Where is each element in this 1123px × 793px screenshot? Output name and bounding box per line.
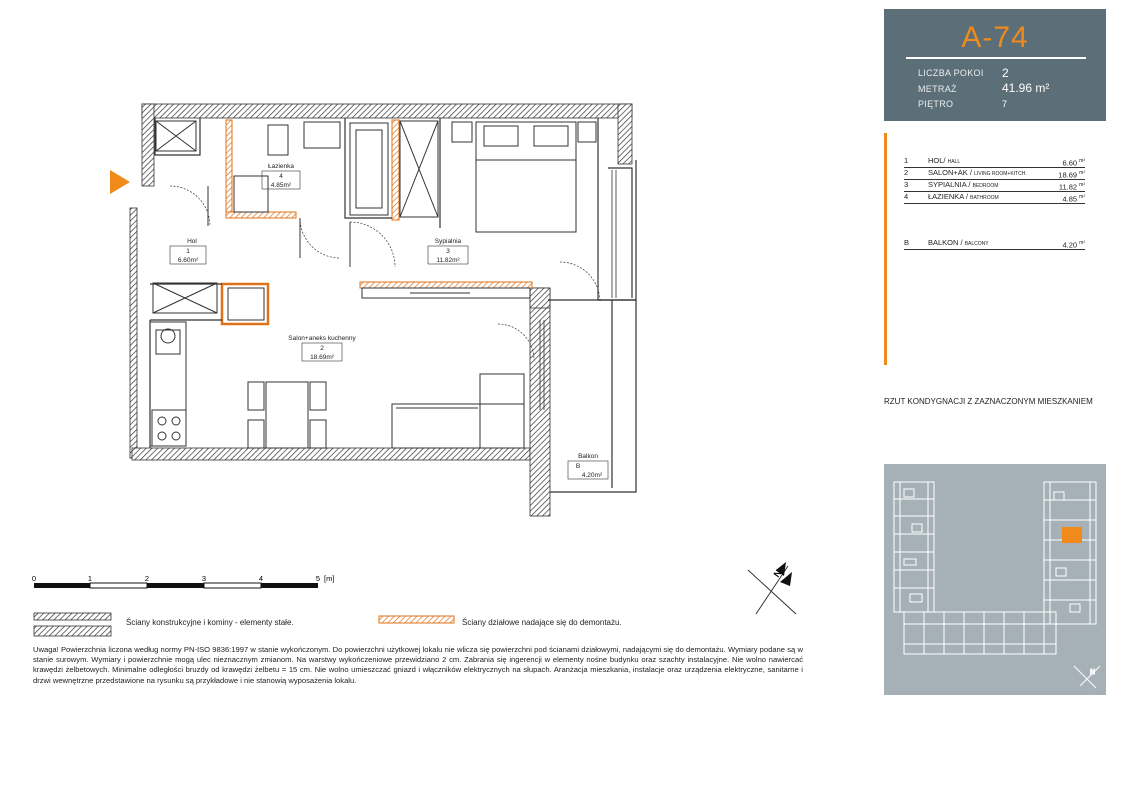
rooms-value: 2 [1002,66,1009,80]
legend-structural-label: Ściany konstrukcyjne i kominy - elementy stałe. [126,618,294,627]
scale-tick: 2 [144,574,150,583]
room-name-en: HALL [947,159,961,165]
svg-text:N: N [1090,669,1096,676]
building-key-map [884,464,1106,695]
room-area: 11.82m² [436,257,460,264]
room-num: 3 [446,248,450,255]
room-num: 1 [186,248,190,255]
room-num: 3 [904,180,909,189]
room-name-pl: ŁAZIENKA / [928,192,969,201]
scale-tick: 4 [258,574,264,583]
room-row [904,156,1085,168]
room-area-value: 6.60 [1062,158,1078,168]
room-name-en: BALCONY [964,241,989,247]
floor-plan [100,95,660,525]
room-label-living [288,335,356,361]
room-area [1058,168,1085,181]
room-area [1062,192,1085,205]
room-area-value: 18.69 [1058,170,1078,180]
room-area-unit: m² [1079,240,1085,246]
svg-text:N: N [771,568,784,580]
key-map-drawing [884,464,1106,695]
rooms-label: LICZBA POKOI [918,68,984,78]
room-name: Balkon [578,453,598,460]
room-num: 2 [904,168,909,177]
north-arrow-icon [740,556,802,618]
room-num: 4 [904,192,909,201]
room-name-en: BATHROOM [970,195,999,201]
room-name [928,192,999,203]
room-num: 2 [320,345,324,352]
room-num: 4 [279,173,283,180]
room-name-pl: HOL [928,156,944,165]
room-row [904,180,1085,192]
unit-header-panel [884,9,1106,121]
scale-tick: 5 [315,574,321,583]
room-name-en: BEDROOM [972,183,999,189]
room-row [904,192,1085,204]
legend-structural-swatch [33,612,113,638]
floor-plan-label: RZUT KONDYGNACJI Z ZAZNACZONYM MIESZKANIEM [884,397,1093,406]
legend-removable-label: Ściany działowe nadające się do demontażu. [462,618,622,627]
room-name-pl: BALKON / [928,238,963,247]
room-area-value: 4.20 [1062,240,1078,250]
room-name-pl: SALON+AK / [928,168,972,177]
room-label-balcony [568,453,608,479]
room-area-unit: m² [1079,182,1085,188]
floor-label: PIĘTRO [918,99,954,109]
entrance-arrow-icon [110,170,130,194]
room-area-unit: m² [1079,170,1085,176]
accent-bar [884,133,887,365]
room-area-value: 4.85 [1062,194,1078,204]
room-area [1062,238,1085,251]
unit-id: A-74 [961,21,1029,54]
room-area: 18.69m² [310,354,334,361]
disclaimer-notes: Uwaga! Powierzchnia liczona według normy PN-ISO 9836:1997 w stanie wykończonym. Do powierzchni użytkowej lokalu nie wlicza się powierzchni pod ścianami działowymi, nadającymi się do demontażu. Wymiary podane są w stanie surowym. Wymiary i powierzchnie mogą ulec nieznacznym zmianom. Na warstwy wykończeniowe przewidziano 2 cm. Zabrania się ingerencji w elementy nośne budynku oraz szachty instalacyjne. Nie wolno nawiercać krawędzi żelbetowych. Minimalne odległości bruzdy od krawędzi żelbetu = 15 cm. Nie wolno umieszczać gniazd i włączników elektrycznych na słupach. Aranżacja mieszkania, instalacje oraz urządzenia elektryczne, sanitarne i drzwi wewnętrzne przedstawione na rysunku są przykładowe i nie stanowią wyposażenia lokalu. [33,645,803,685]
balcony-row [904,238,1085,250]
room-area: 4.85m² [270,182,292,189]
room-area-unit: m² [1079,158,1085,164]
room-name: Sypialnia [434,238,462,245]
room-area [1059,180,1085,193]
room-row [904,168,1085,180]
room-name-en: LIVING ROOM+KITCH. [974,171,1027,177]
room-area-value: 11.82 [1058,182,1078,192]
room-num: B [904,238,910,247]
room-name: Łazienka [267,163,295,170]
area-value: 41.96 m² [1002,81,1050,95]
structural-walls [130,104,632,516]
room-name-pl: SYPIALNIA / [928,180,971,189]
area-label: METRAŻ [918,84,957,94]
room-name [928,180,998,191]
room-name [928,168,1027,179]
legend-removable-swatch [378,615,456,625]
scale-tick: 1 [87,574,93,583]
room-area-unit: m² [1079,194,1085,200]
highlighted-unit [1062,527,1082,543]
scale-tick: 3 [201,574,207,583]
room-label-bedroom [428,238,468,264]
room-area [1062,156,1085,169]
north-arrow-icon [1074,666,1100,688]
room-name: Salon+aneks kuchenny [288,335,356,342]
scale-unit: [m] [324,574,335,583]
room-num: 1 [904,156,909,165]
room-name: Hol [187,238,197,245]
room-name: HOL/ HALL [928,156,961,165]
scale-tick: 0 [31,574,37,583]
header-divider [906,57,1086,59]
room-area: 4.20m² [581,472,603,479]
room-name [928,238,989,249]
room-area: 6.60m² [177,257,199,264]
scale-bar [28,572,378,594]
floor-value: 7 [1002,99,1008,109]
room-num: B [575,463,581,470]
room-label-hall [170,238,206,264]
